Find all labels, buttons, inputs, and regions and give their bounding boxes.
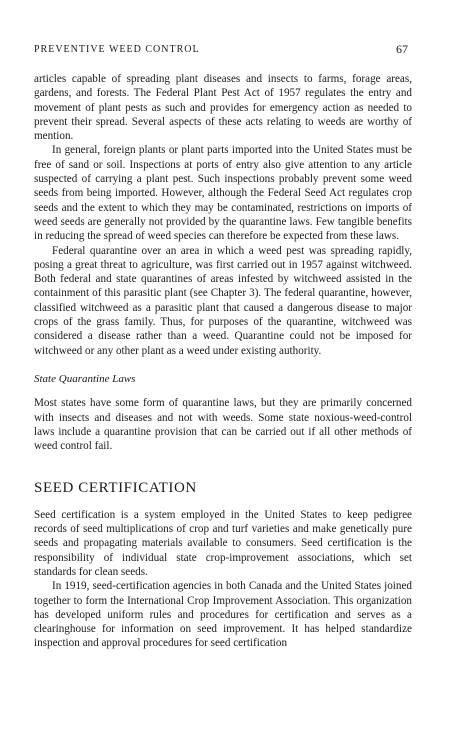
- section-heading-seed-certification: SEED CERTIFICATION: [34, 480, 197, 497]
- paragraph-state-quarantine: Most states have some form of quarantine laws, but they are primarily concerned with insects and diseases and not with weeds. Some state noxious-weed-control laws include a quarantine provision that can be carried out if all other methods of weed control fail.: [34, 397, 412, 453]
- paragraph-federal-quarantine: Federal quarantine over an area in which a weed pest was spreading rapidly, posing a great threat to agriculture, was first carried out in 1957 against witchweed. Both federal and state quarantines of areas infested by witchweed assisted in the containment of this parasitic plant (see Chapter 3). The federal quarantine, however, classified witchweed as a parasitic plant that caused a dangerous disease to major crops of the grass family. Thus, for purposes of the quarantine, witchweed was considered a disease rather than a weed. Quarantine could not be imposed for witchweed or any other plant as a weed under existing authority.: [34, 244, 412, 357]
- running-head: PREVENTIVE WEED CONTROL: [34, 44, 200, 55]
- paragraph-seed-certification-intro: Seed certification is a system employed in the United States to keep pedigree records of seed multiplications of crop and turf varieties and make genetically pure seeds and propagating materials available to consumers. Seed certification is the responsibility of individual state crop-improvement associations, which set standards for clean seeds.: [34, 508, 412, 578]
- paragraph-continuation: articles capable of spreading plant diseases and insects to farms, forage areas, gardens, and forests. The Federal Plant Pest Act of 1957 regulates the entry and movement of plant pests as such and provides for emergency action as needed to prevent their spread. Several aspects of these acts relating to weeds are worthy of mention.: [34, 73, 412, 143]
- page-body: [34, 72, 412, 651]
- paragraph-foreign-plants: In general, foreign plants or plant parts imported into the United States must be free of sand or soil. Inspections at ports of entry also give attention to any article suspected of carrying a plant pest. Such inspections probably prevent some weed seeds from being imported. However, although the Federal Seed Act regulates crop seeds and the extent to which they may be contaminated, restrictions on imports of weed seeds are generally not provided by the quarantine laws. Few tangible benefits in reducing the spread of weed species can therefore be expected from these laws.: [34, 144, 412, 243]
- paragraph-seed-certification-history: In 1919, seed-certification agencies in both Canada and the United States joined together to form the International Crop Improvement Association. This organization has developed uniform rules and procedures for certification and serves as a clearinghouse for information on seed improvement. It has helped standardize inspection and approval procedures for seed certification: [34, 580, 412, 650]
- subheading-state-quarantine: State Quarantine Laws: [34, 372, 136, 385]
- page-number: 67: [396, 42, 408, 56]
